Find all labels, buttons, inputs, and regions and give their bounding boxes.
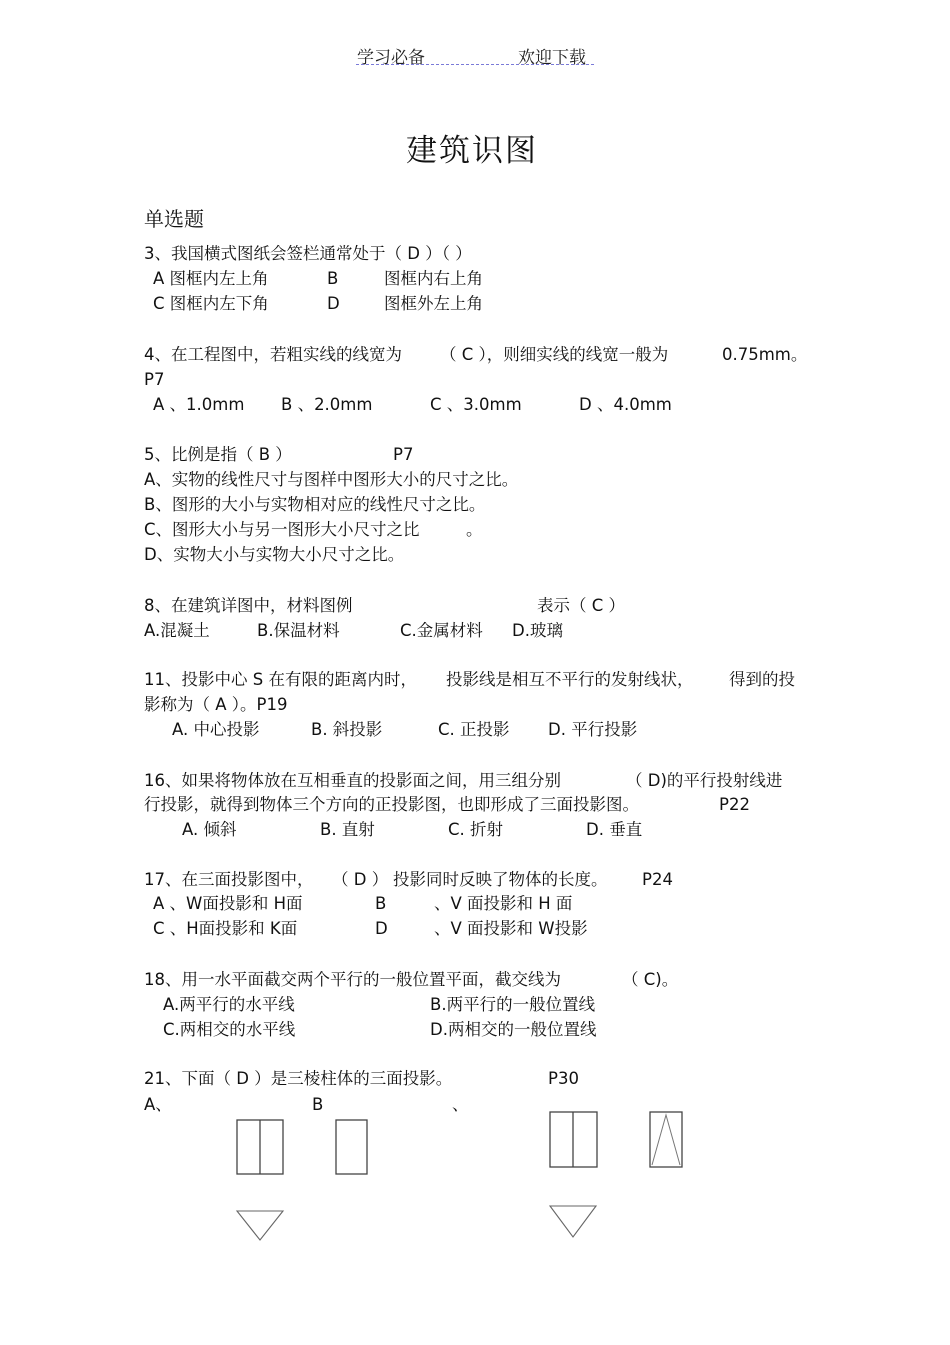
q18-option-d: D.两相交的一般位置线	[430, 1020, 597, 1039]
figure-b-top-view	[550, 1206, 596, 1237]
q3-option-d-letter: D	[327, 294, 340, 313]
q5-option-a: A、实物的线性尺寸与图样中图形大小的尺寸之比。	[144, 470, 519, 489]
q3-option-c: C 图框内左下角	[153, 294, 269, 313]
q3-stem: 3、我国横式图纸会签栏通常处于（ D ）（ ）	[144, 244, 472, 263]
q8-option-b: B.保温材料	[257, 621, 340, 640]
q17-tail: 投影同时反映了物体的长度。	[393, 870, 608, 889]
section-heading: 单选题	[144, 207, 204, 231]
q18-option-c: C.两相交的水平线	[163, 1020, 296, 1039]
q5-page: P7	[393, 445, 414, 464]
header-right: 欢迎下载	[518, 48, 586, 68]
q3-option-d: 图框外左上角	[384, 294, 483, 313]
q21-option-b: B	[312, 1095, 324, 1114]
q5-option-c-end: 。	[466, 520, 483, 539]
figure-a-side-view	[336, 1120, 367, 1174]
q18-option-b: B.两平行的一般位置线	[430, 995, 596, 1014]
q5-stem: 5、比例是指（ B ）	[144, 445, 292, 464]
q5-option-b: B、图形的大小与实物相对应的线性尺寸之比。	[144, 495, 486, 514]
q21-page: P30	[548, 1069, 579, 1088]
q16-option-b: B. 直射	[320, 820, 375, 839]
q16-line2: 行投影，就得到物体三个方向的正投影图，也即形成了三面投影图。	[144, 795, 639, 814]
q5-option-c: C、图形大小与另一图形大小尺寸之比	[144, 520, 420, 539]
q4-option-c: C 、3.0mm	[430, 395, 522, 414]
q16-option-c: C. 折射	[448, 820, 504, 839]
q8-option-c: C.金属材料	[400, 621, 483, 640]
q4-option-b: B 、2.0mm	[281, 395, 373, 414]
figure-b-front-view	[550, 1112, 597, 1167]
q18-stem: 18、用一水平面截交两个平行的一般位置平面，截交线为	[144, 970, 561, 989]
figure-b-side-view	[650, 1112, 682, 1167]
q21-stem: 21、下面（ D ）是三棱柱体的三面投影。	[144, 1069, 453, 1088]
q5-option-d: D、实物大小与实物大小尺寸之比。	[144, 545, 405, 564]
q11-option-d: D. 平行投影	[548, 720, 638, 739]
q16-option-d: D. 垂直	[586, 820, 643, 839]
q16-page: P22	[719, 795, 750, 814]
q11-option-c: C. 正投影	[438, 720, 510, 739]
q17-answer: （ D ）	[332, 870, 389, 889]
q4-stem: 4、在工程图中，若粗实线的线宽为	[144, 345, 402, 364]
q4-option-a: A 、1.0mm	[153, 395, 245, 414]
q4-answer: （ C ），则细实线的线宽一般为	[440, 345, 669, 364]
q3-option-a: A 图框内左上角	[153, 269, 269, 288]
q17-option-b: 、V 面投影和 H 面	[434, 894, 573, 913]
header-left: 学习必备	[357, 48, 425, 68]
q17-option-a: A 、W面投影和 H面	[153, 894, 303, 913]
q4-option-d: D 、4.0mm	[579, 395, 672, 414]
q18-option-a: A.两平行的水平线	[163, 995, 295, 1014]
figure-a-front-view	[237, 1120, 283, 1174]
q11-line1c: 得到的投	[729, 670, 795, 689]
figure-a-top-view	[237, 1211, 283, 1240]
q18-answer: （ C)。	[622, 970, 679, 989]
q16-line1a: 16、如果将物体放在互相垂直的投影面之间，用三组分别	[144, 771, 561, 790]
q4-page: P7	[144, 370, 165, 389]
q21-separator: 、	[452, 1095, 469, 1114]
q3-option-b: 图框内右上角	[384, 269, 483, 288]
q17-page: P24	[642, 870, 673, 889]
q11-option-b: B. 斜投影	[311, 720, 383, 739]
q8-tail: 表示（ C ）	[537, 596, 626, 615]
q11-line2: 影称为（ A ）。P19	[144, 695, 288, 714]
q3-option-b-letter: B	[327, 269, 339, 288]
q17-option-d-letter: D	[375, 919, 388, 938]
q16-option-a: A. 倾斜	[182, 820, 237, 839]
q8-option-a: A.混凝土	[144, 621, 210, 640]
q11-option-a: A. 中心投影	[172, 720, 260, 739]
q17-option-b-letter: B	[375, 894, 387, 913]
q16-line1b: （ D)的平行投射线进	[626, 771, 783, 790]
q11-line1b: 投影线是相互不平行的发射线状，	[446, 670, 694, 689]
q8-stem: 8、在建筑详图中，材料图例	[144, 596, 353, 615]
q4-value: 0.75mm。	[722, 345, 808, 364]
q8-option-d: D.玻璃	[512, 621, 563, 640]
q17-stem: 17、在三面投影图中，	[144, 870, 314, 889]
q21-option-a: A、	[144, 1095, 172, 1114]
page-title: 建筑识图	[406, 133, 538, 169]
q17-option-d: 、V 面投影和 W投影	[434, 919, 588, 938]
q17-option-c: C 、H面投影和 K面	[153, 919, 298, 938]
q11-line1a: 11、投影中心 S 在有限的距离内时，	[144, 670, 417, 689]
